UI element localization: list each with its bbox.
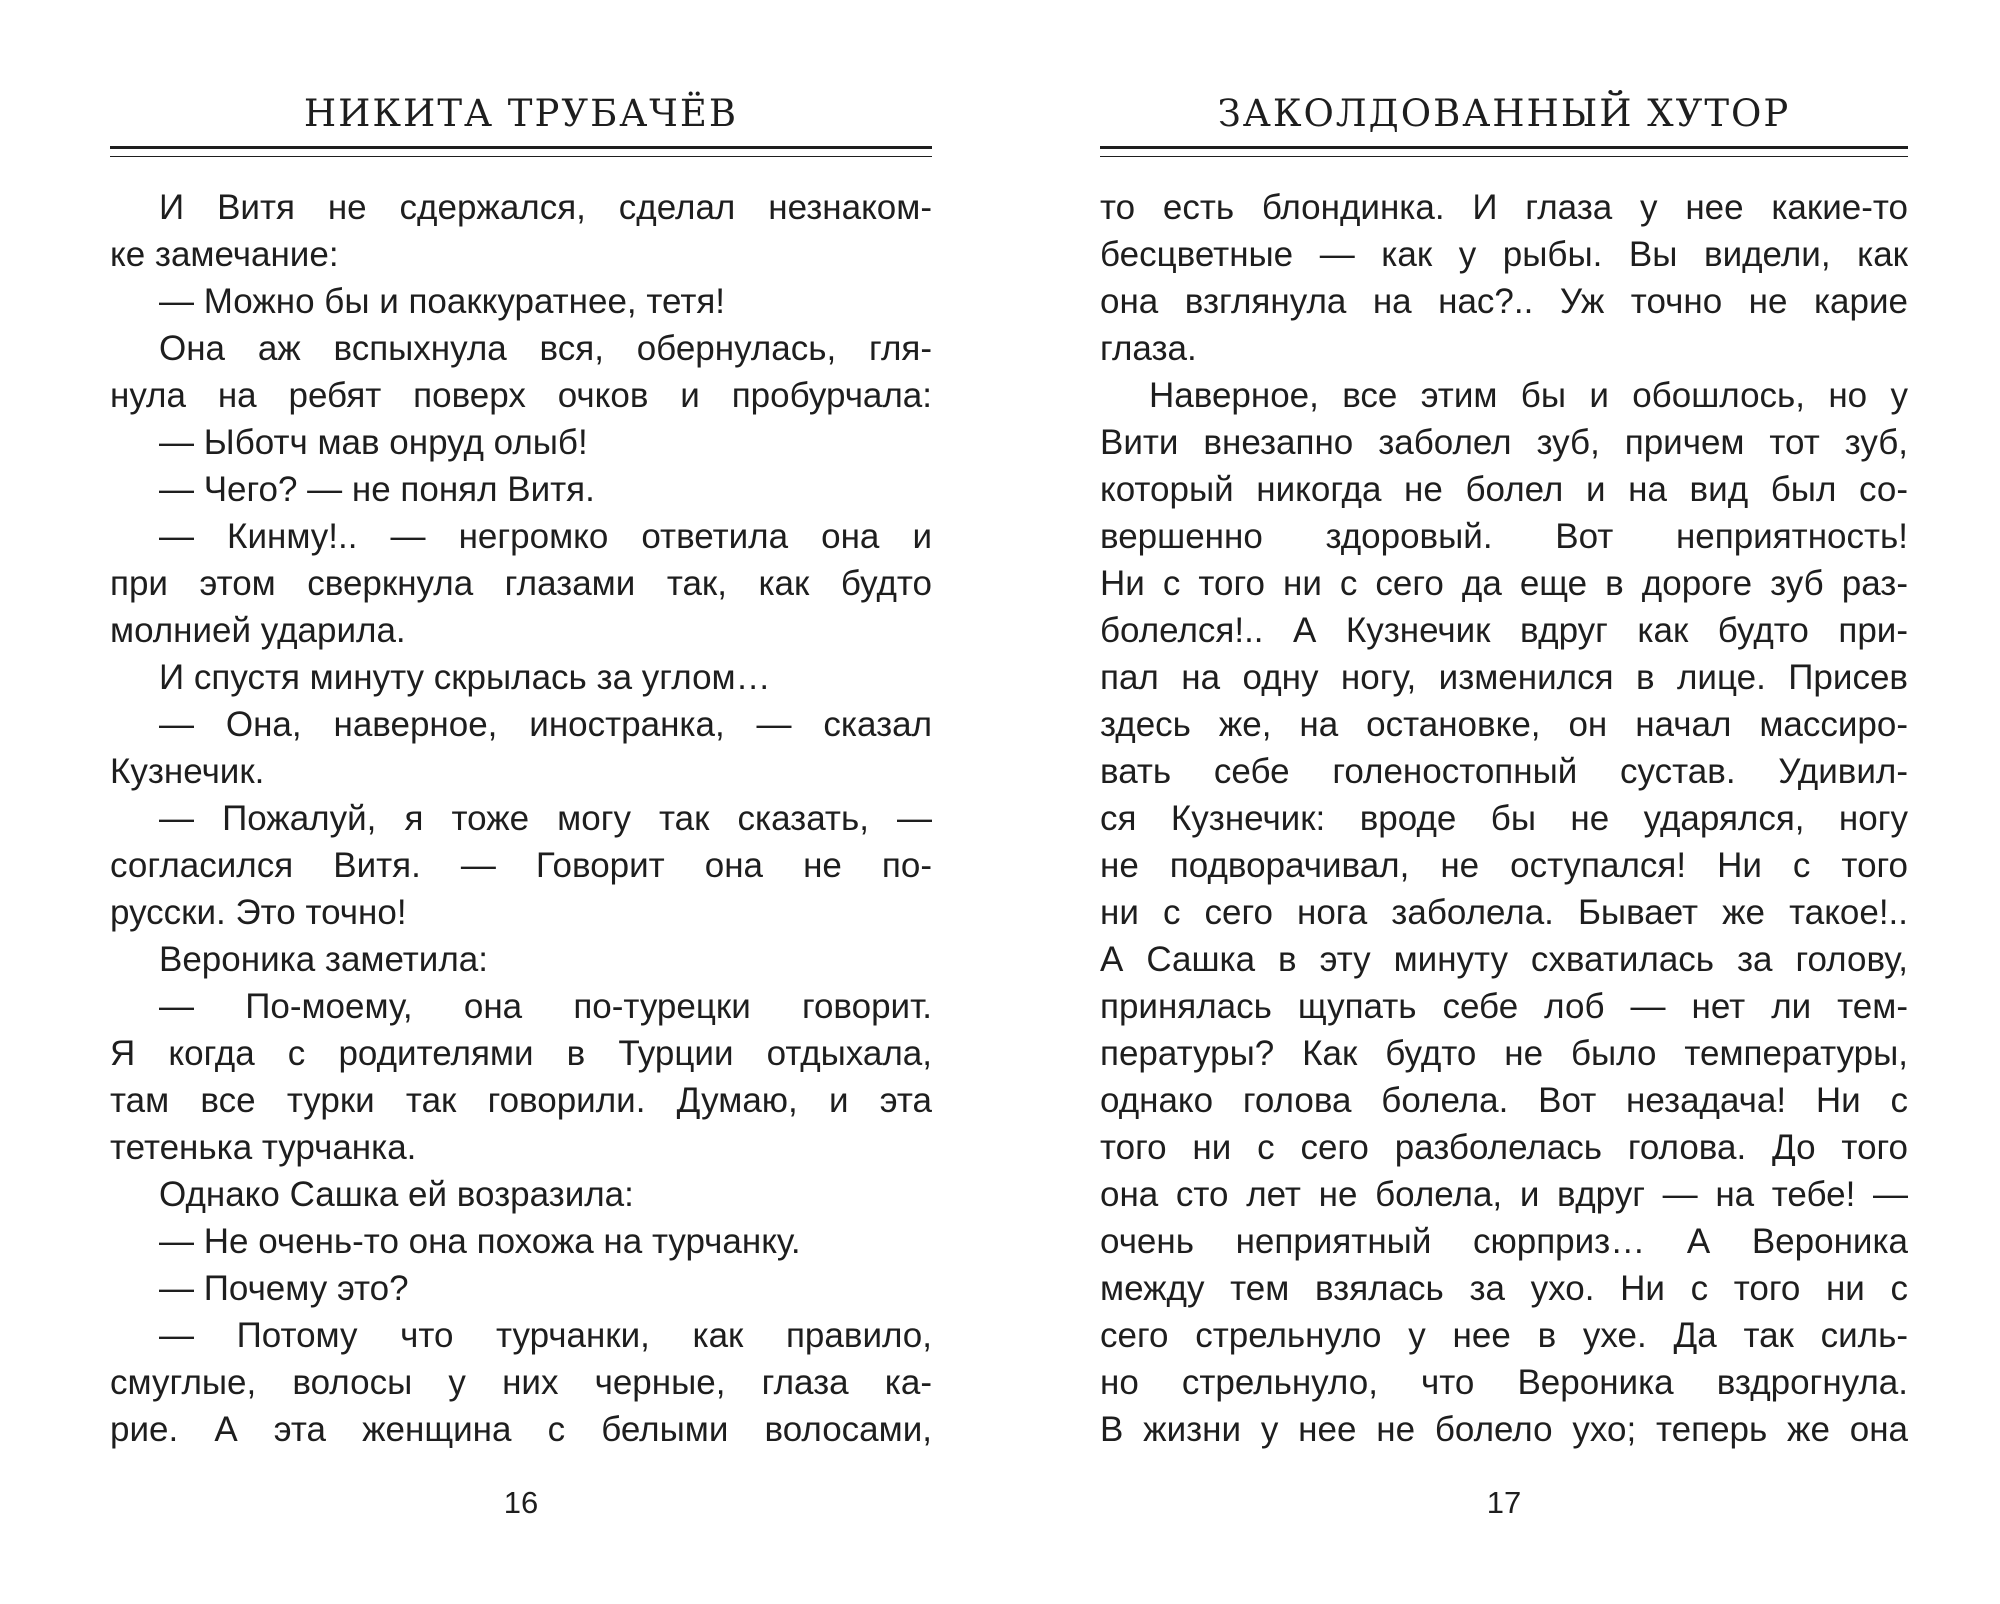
text-line: здесь же, на остановке, он начал массиро- [1100, 705, 1908, 744]
text-line: Кузнечик. [110, 752, 265, 791]
text-line: Вити внезапно заболел зуб, причем тот зуб, [1100, 423, 1908, 462]
right-running-head: ЗАКОЛДОВАННЫЙ ХУТОР [1217, 92, 1791, 135]
text-line: тетенька турчанка. [110, 1128, 417, 1167]
text-line: но стрельнуло, что Вероника вздрогнула. [1100, 1363, 1908, 1402]
text-line: Она аж вспыхнула вся, обернулась, гля- [159, 329, 932, 368]
text-line: — Почему это? [159, 1269, 409, 1308]
text-line: Наверное, все этим бы и обошлось, но у [1149, 376, 1908, 415]
text-line: она взглянула на нас?.. Уж точно не карие [1100, 282, 1908, 321]
text-line: очень неприятный сюрприз… А Вероника [1100, 1222, 1908, 1261]
left-running-head: НИКИТА ТРУБАЧЁВ [303, 92, 739, 135]
text-line: согласился Витя. — Говорит она не по- [110, 846, 932, 885]
text-line: смуглые, волосы у них черные, глаза ка- [110, 1363, 932, 1402]
text-line: бесцветные — как у рыбы. Вы видели, как [1100, 235, 1908, 274]
text-line: не подворачивал, не оступался! Ни с того [1100, 846, 1908, 885]
text-line: ся Кузнечик: вроде бы не ударялся, ногу [1100, 799, 1908, 838]
text-line: — Можно бы и поаккуратнее, тетя! [159, 282, 726, 321]
right-header-rule [1100, 146, 1908, 157]
text-line: — По-моему, она по-турецки говорит. [159, 987, 932, 1026]
text-line: Вероника заметила: [159, 940, 488, 979]
text-line: И спустя минуту скрылась за углом… [159, 658, 771, 697]
text-line: там все турки так говорили. Думаю, и эта [110, 1081, 932, 1120]
text-line: при этом сверкнула глазами так, как будто [110, 564, 932, 603]
text-line: — Ыботч мав онруд олыб! [159, 423, 588, 462]
text-line: вершенно здоровый. Вот неприятность! [1100, 517, 1908, 556]
text-line: сего стрельнуло у нее в ухе. Да так силь- [1100, 1316, 1908, 1355]
text-line: ни с сего нога заболела. Бывает же такое!.. [1100, 893, 1908, 932]
text-line: рие. А эта женщина с белыми волосами, [110, 1410, 932, 1449]
text-line: глаза. [1100, 329, 1197, 368]
left-header-rule [110, 146, 932, 157]
text-line: принялась щупать себе лоб — нет ли тем- [1100, 987, 1908, 1026]
text-line: который никогда не болел и на вид был со- [1100, 470, 1908, 509]
right-body-text [1100, 184, 1908, 1453]
text-line: Ни с того ни с сего да еще в дороге зуб раз- [1100, 564, 1908, 603]
text-line: того ни с сего разболелась голова. До того [1100, 1128, 1908, 1167]
text-line: И Витя не сдержался, сделал незнаком- [159, 188, 932, 227]
left-body-text [110, 184, 932, 1453]
text-line: вать себе голеностопный сустав. Удивил- [1100, 752, 1908, 791]
text-line: она сто лет не болела, и вдруг — на тебе! — [1100, 1175, 1908, 1214]
text-line: пал на одну ногу, изменился в лице. Присев [1100, 658, 1908, 697]
right-page-number: 17 [1486, 1485, 1522, 1520]
text-line: — Потому что турчанки, как правило, [159, 1316, 932, 1355]
text-line: — Не очень-то она похожа на турчанку. [159, 1222, 801, 1261]
text-line: — Чего? — не понял Витя. [159, 470, 595, 509]
text-line: то есть блондинка. И глаза у нее какие-то [1100, 188, 1908, 227]
text-line: А Сашка в эту минуту схватилась за голову, [1100, 940, 1908, 979]
text-line: молнией ударила. [110, 611, 406, 650]
text-line: Я когда с родителями в Турции отдыхала, [110, 1034, 932, 1073]
text-line: между тем взялась за ухо. Ни с того ни с [1100, 1269, 1908, 1308]
text-line: пературы? Как будто не было температуры, [1100, 1034, 1908, 1073]
text-line: русски. Это точно! [110, 893, 407, 932]
text-line: — Пожалуй, я тоже могу так сказать, — [159, 799, 932, 838]
text-line: болелся!.. А Кузнечик вдруг как будто при- [1100, 611, 1908, 650]
text-line: — Кинму!.. — негромко ответила она и [159, 517, 932, 556]
text-line: В жизни у нее не болело ухо; теперь же она [1100, 1410, 1908, 1449]
text-line: нула на ребят поверх очков и пробурчала: [110, 376, 932, 415]
text-line: — Она, наверное, иностранка, — сказал [159, 705, 932, 744]
text-line: ке замечание: [110, 235, 339, 274]
text-line: однако голова болела. Вот незадача! Ни с [1100, 1081, 1908, 1120]
left-page-number: 16 [503, 1485, 539, 1520]
text-line: Однако Сашка ей возразила: [159, 1175, 634, 1214]
